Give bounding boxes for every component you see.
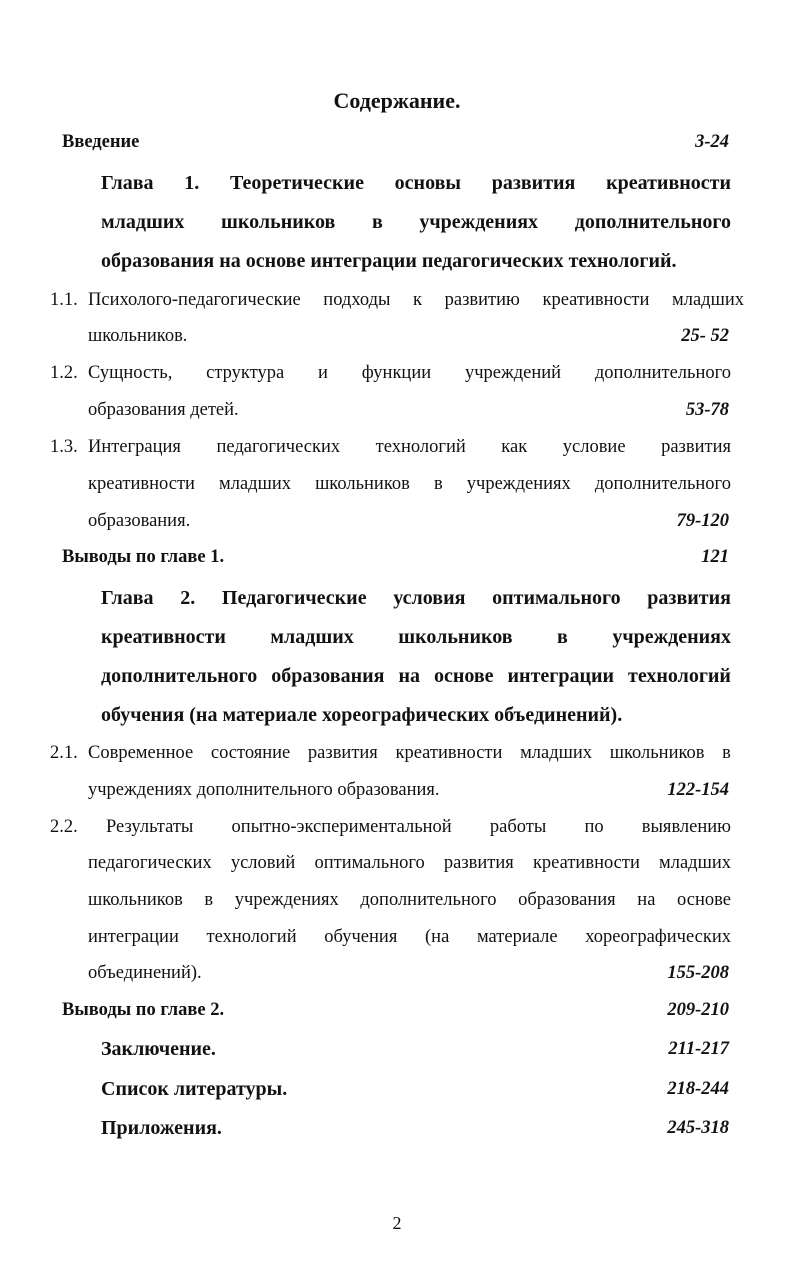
- heading-word: 1.: [184, 172, 200, 194]
- chapter1-heading-words: [101, 206, 731, 238]
- title-word: образования: [518, 890, 616, 910]
- toc-entry-1-3: [0, 432, 794, 462]
- title-word: Современное: [88, 743, 194, 763]
- heading-word: условия: [393, 587, 466, 609]
- heading-word: Глава: [101, 587, 154, 609]
- heading-text: обучения (на материале хореографических объединений).: [101, 704, 623, 726]
- chapter2-heading-line3: [0, 660, 794, 692]
- heading-word: Педагогические: [221, 587, 367, 609]
- title-word: развития: [661, 437, 731, 457]
- title-word: развитию: [444, 290, 520, 310]
- chapter1-heading-line1: [0, 167, 794, 199]
- section-title-end: школьников.: [88, 326, 188, 346]
- heading-text: образования на основе интеграции педагогических технологий.: [101, 250, 677, 272]
- heading-word: младших: [101, 211, 185, 233]
- title-word: младших: [659, 853, 731, 873]
- toc-entry-pages: 218-244: [667, 1079, 729, 1099]
- title-word: (на: [425, 927, 450, 947]
- heading-word: на: [398, 665, 420, 687]
- title-word: к: [413, 290, 423, 310]
- title-word: дополнительного: [360, 890, 497, 910]
- section-number: 2.1.: [50, 743, 78, 763]
- toc-entry-pages: 53-78: [685, 400, 729, 420]
- title-word: состояние: [210, 743, 291, 763]
- title-word: младших: [219, 474, 291, 494]
- section-number: 1.3.: [50, 437, 78, 457]
- toc-entry-label: Введение: [62, 132, 140, 152]
- title-word: функции: [361, 363, 432, 383]
- heading-word: основе: [433, 665, 494, 687]
- section-title-end: учреждениях дополнительного образования.: [88, 780, 440, 800]
- heading-word: в: [557, 626, 568, 648]
- toc-entry-label: Выводы по главе 2.: [62, 1000, 225, 1020]
- title-word: подходы: [323, 290, 391, 310]
- page-title: Содержание.: [333, 88, 461, 113]
- section-title-line: [106, 812, 731, 842]
- toc-entry-pages: 245-318: [667, 1118, 729, 1138]
- chapter2-heading-words: [101, 660, 731, 692]
- toc-entry-1-3-last: [0, 506, 794, 536]
- heading-word: технологий: [628, 665, 731, 687]
- title-word: выявлению: [641, 817, 731, 837]
- chapter1-heading-line2: [0, 206, 794, 238]
- toc-entry-conclusions-1: [0, 542, 794, 572]
- title-word: дополнительного: [594, 474, 731, 494]
- chapter2-heading-words: [101, 621, 731, 653]
- title-word: креативности: [88, 474, 195, 494]
- title-word: Психолого-педагогические: [88, 290, 301, 310]
- section-title-line: [88, 285, 744, 315]
- title-word: учреждений: [464, 363, 562, 383]
- title-word: креативности: [395, 743, 503, 763]
- section-title-line: [88, 848, 731, 878]
- heading-word: 2.: [180, 587, 196, 609]
- toc-entry-label: Приложения.: [101, 1117, 222, 1139]
- title-word: младших: [520, 743, 593, 763]
- title-word: на: [637, 890, 656, 910]
- title-word: как: [501, 437, 528, 457]
- title-word: структура: [206, 363, 285, 383]
- title-word: обучения: [324, 927, 398, 947]
- toc-entry-conclusion: [0, 1034, 794, 1064]
- chapter1-heading-words: [101, 167, 731, 199]
- section-title-line: [88, 469, 731, 499]
- chapter2-heading-line1: [0, 582, 794, 614]
- heading-word: креативности: [101, 626, 226, 648]
- toc-entry-pages: 209-210: [667, 1000, 729, 1020]
- toc-entry-intro: [0, 127, 794, 157]
- title-word: Интеграция: [88, 437, 181, 457]
- toc-entry-pages: 155-208: [667, 963, 729, 983]
- heading-word: Глава: [101, 172, 154, 194]
- heading-word: развития: [491, 172, 576, 194]
- heading-word: оптимального: [492, 587, 621, 609]
- title-word: учреждениях: [466, 474, 571, 494]
- title-word: школьников: [88, 890, 183, 910]
- toc-entry-2-2-line4: [0, 922, 794, 952]
- title-word: по: [584, 817, 604, 837]
- heading-word: дополнительного: [574, 211, 731, 233]
- heading-word: школьников: [398, 626, 513, 648]
- toc-entry-1-3-line2: [0, 469, 794, 499]
- section-title-line: [88, 358, 731, 388]
- title-word: основе: [677, 890, 731, 910]
- page-number: 2: [392, 1213, 402, 1233]
- chapter2-heading-line4: [0, 699, 794, 731]
- toc-entry-2-1-last: [0, 775, 794, 805]
- title-word: в: [722, 743, 731, 763]
- title-word: педагогических: [216, 437, 341, 457]
- title-word: развития: [307, 743, 378, 763]
- toc-entry-1-2: [0, 358, 794, 388]
- toc-entry-2-1: [0, 738, 794, 768]
- section-title-line: [88, 738, 731, 768]
- title-word: креативности: [532, 853, 640, 873]
- toc-entry-2-2-last: [0, 958, 794, 988]
- toc-entry-1-2-last: [0, 395, 794, 425]
- heading-word: учреждениях: [419, 211, 539, 233]
- title-word: работы: [489, 817, 547, 837]
- toc-entry-label: Выводы по главе 1.: [62, 547, 225, 567]
- toc-entry-2-2-line2: [0, 848, 794, 878]
- section-title-end: объединений).: [88, 963, 202, 983]
- heading-word: дополнительного: [101, 665, 258, 687]
- heading-word: креативности: [606, 172, 731, 194]
- heading-word: учреждениях: [612, 626, 731, 648]
- toc-entry-pages: 122-154: [667, 780, 729, 800]
- title-word: в: [433, 474, 443, 494]
- heading-word: развития: [647, 587, 731, 609]
- title-word: в: [204, 890, 214, 910]
- section-number: 1.2.: [50, 363, 78, 383]
- title-word: условий: [230, 853, 296, 873]
- section-number: 2.2.: [50, 817, 78, 837]
- title-word: креативности: [542, 290, 650, 310]
- heading-word: в: [371, 211, 383, 233]
- heading-word: образования: [271, 665, 385, 687]
- toc-entry-1-1-last: [0, 321, 794, 351]
- section-title-end: образования.: [88, 511, 191, 531]
- title-word: технологий: [206, 927, 297, 947]
- title-word: хореографических: [585, 927, 731, 947]
- section-title-line: [88, 885, 731, 915]
- toc-entry-2-2: [0, 812, 794, 842]
- title-word: Результаты: [106, 817, 194, 837]
- title-word: педагогических: [88, 853, 212, 873]
- toc-entry-2-2-line3: [0, 885, 794, 915]
- toc-entry-bibliography: [0, 1074, 794, 1104]
- heading-word: интеграции: [507, 665, 615, 687]
- toc-entry-pages: 79-120: [676, 511, 729, 531]
- title-word: школьников: [315, 474, 410, 494]
- title-word: и: [318, 363, 328, 383]
- chapter2-heading-line2: [0, 621, 794, 653]
- toc-entry-pages: 3-24: [695, 132, 729, 152]
- section-title-line: [88, 432, 731, 462]
- section-title-line: [88, 922, 731, 952]
- toc-entry-appendices: [0, 1113, 794, 1143]
- heading-word: Теоретические: [229, 172, 364, 194]
- title-word: развития: [443, 853, 514, 873]
- toc-entry-label: Список литературы.: [101, 1078, 288, 1100]
- title-word: материале: [476, 927, 558, 947]
- title-word: младших: [672, 290, 744, 310]
- toc-entry-pages: 25- 52: [681, 326, 729, 346]
- heading-word: основы: [394, 172, 461, 194]
- title-word: технологий: [375, 437, 466, 457]
- title-word: дополнительного: [594, 363, 731, 383]
- title-word: школьников: [609, 743, 705, 763]
- toc-entry-conclusions-2: [0, 995, 794, 1025]
- toc-entry-1-1: [0, 285, 794, 315]
- title-word: оптимального: [314, 853, 425, 873]
- toc-entry-label: Заключение.: [101, 1038, 216, 1060]
- toc-entry-pages: 211-217: [668, 1039, 729, 1059]
- title-word: опытно-экспериментальной: [231, 817, 452, 837]
- title-word: учреждениях: [234, 890, 339, 910]
- section-title-end: образования детей.: [88, 400, 239, 420]
- title-word: Сущность,: [88, 363, 173, 383]
- chapter1-heading-line3: [0, 245, 794, 277]
- section-number: 1.1.: [50, 290, 78, 310]
- title-word: условие: [562, 437, 626, 457]
- heading-word: младших: [270, 626, 354, 648]
- title-word: интеграции: [88, 927, 179, 947]
- heading-word: школьников: [221, 211, 336, 233]
- toc-entry-pages: 121: [701, 547, 729, 567]
- chapter2-heading-words: [101, 582, 731, 614]
